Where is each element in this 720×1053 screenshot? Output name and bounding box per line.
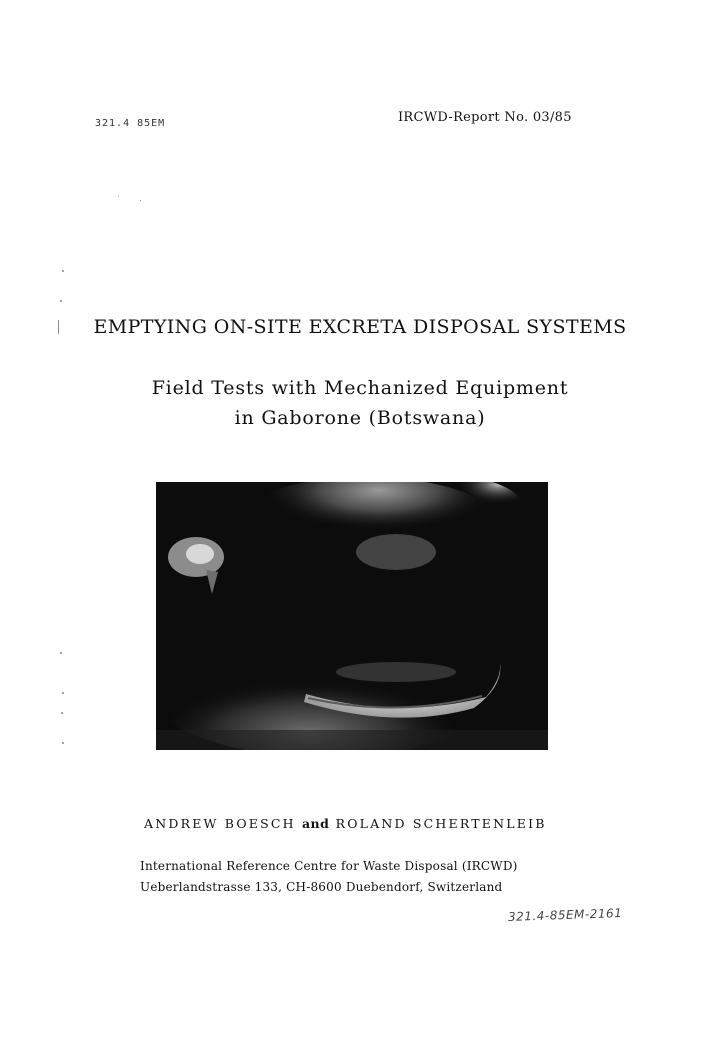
- author-second: ROLAND SCHERTENLEIB: [335, 816, 547, 831]
- document-subtitle-line2: in Gaborone (Botswana): [234, 407, 486, 429]
- document-title: EMPTYING ON-SITE EXCRETA DISPOSAL SYSTEMS: [93, 316, 627, 338]
- author-first: ANDREW BOESCH: [144, 816, 296, 831]
- handwritten-catalog-code: 321.4-85EM-2161: [507, 906, 623, 924]
- report-number: IRCWD-Report No. 03/85: [398, 110, 572, 125]
- cover-photo: [156, 482, 548, 750]
- author-joiner: and: [301, 816, 330, 831]
- institution-address: Ueberlandstrasse 133, CH-8600 Duebendorf, Switzerland: [140, 880, 503, 894]
- document-subtitle-line1: Field Tests with Mechanized Equipment: [151, 377, 569, 399]
- authors: [144, 816, 547, 831]
- institution-name: International Reference Centre for Waste Disposal (IRCWD): [140, 859, 518, 873]
- catalog-code: 321.4 85EM: [95, 118, 166, 129]
- cover-photo-image: [156, 482, 548, 750]
